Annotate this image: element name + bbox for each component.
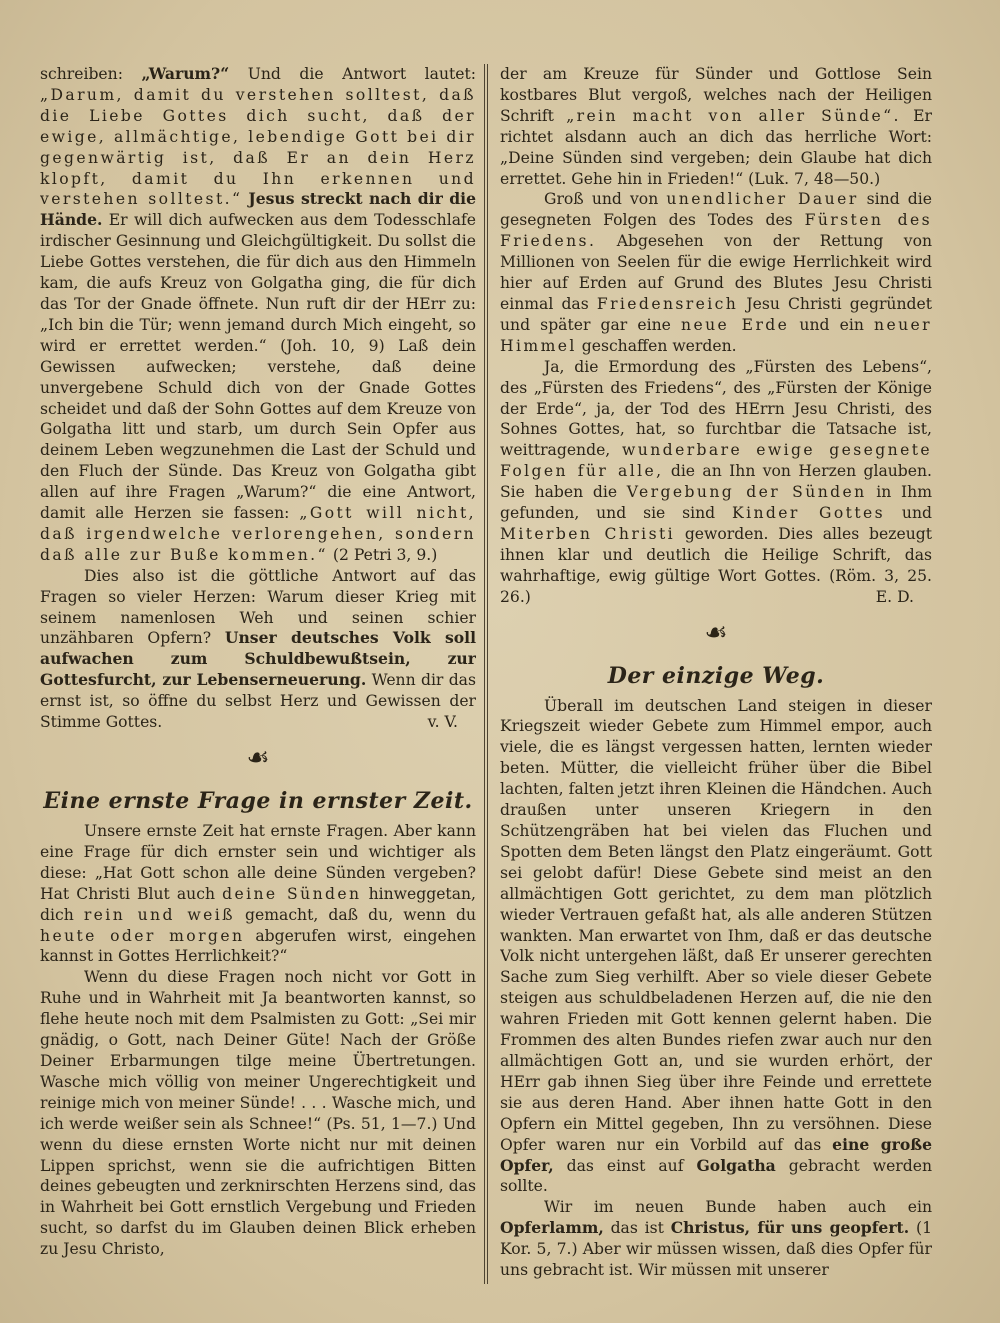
paragraph: Dies also ist die göttliche Antwort auf das Fragen so vieler Herzen: Warum dieser Krieg mit seinem namenlosen Weh und seinen schier unzähbaren Opfern? Unser deutsches Volk soll aufwachen zum Schuldbewußtsein, zur Gottesfurcht, zur Lebenserneuerung. Wenn dir das ernst ist, so öffne du selbst Herz und Gewissen der Stimme Gottes. v. V. [40, 566, 476, 732]
ornament-icon: ☙ [704, 617, 728, 648]
paragraph: Groß und von unendlicher Dauer sind die gesegneten Folgen des Todes des Fürsten des Friedens. Abgesehen von der Rettung von Millionen von Seelen für die ewige Herrlichkeit wird hier auf Erden auf Grund des Blutes Jesu Christi einmal das Friedensreich Jesu Christi gegründet und später gar eine neue Erde und ein neuer Himmel geschaffen werden. [500, 190, 932, 355]
author-signature: v. V. [427, 713, 458, 732]
article-heading: Eine ernste Frage in ernster Zeit. [43, 788, 473, 814]
right-column [500, 64, 932, 1304]
author-signature: E. D. [875, 587, 914, 606]
paragraph: Unsere ernste Zeit hat ernste Fragen. Aber kann eine Frage für dich ernster sein und wichtiger als diese: „Hat Gott schon alle deine Sünden vergeben? Hat Christi Blut auch deine Sünden hinweggetan, dich rein und weiß gemacht, daß du, wenn du heute oder morgen abgerufen wirst, eingehen kannst in Gottes Herrlichkeit?“ [40, 822, 476, 966]
column-divider [484, 64, 488, 1284]
left-column [40, 64, 476, 1304]
paragraph: der am Kreuze für Sünder und Gottlose Sein kostbares Blut vergoß, welches nach der Heiligen Schrift „rein macht von aller Sünde“. Er richtet alsdann auch an dich das herrliche Wort: „Deine Sünden sind vergeben; dein Glaube hat dich errettet. Gehe hin in Frieden!“ (Luk. 7, 48—50.) [500, 65, 932, 188]
paragraph: Überall im deutschen Land steigen in dieser Kriegszeit wieder Gebete zum Himmel empor, auch viele, die es längst vergessen hatten, lernten wieder beten. Mütter, die vielleicht früher über die Bibel lachten, falten jetzt ihren Kleinen die Händchen. Auch draußen unter unseren Kriegern in den Schützengräben hat bei vielen das Fluchen und Spotten dem Beten längst den Platz eingeräumt. Gott sei gelobt dafür! Diese Gebete sind meist an den allmächtigen Gott gerichtet, zu dem man plötzlich wieder Vertrauen gefaßt hat, als alle anderen Stützen wankten. Man erwartet von Ihm, daß er das deutsche Volk nicht untergehen läßt, daß Er unserer gerechten Sache zum Sieg verhilft. Aber so viele dieser Gebete steigen aus schuldbeladenen Herzen auf, die nie den wahren Frieden mit Gott kennen gelernt haben. Die Frommen des alten Bundes riefen zwar auch nur den allmächtigen Gott an, und sie wurden erhört, der HErr gab ihnen Sieg über ihre Feinde und errettete sie aus deren Hand. Aber ihnen hatte Gott in den Opfern ein Mittel gegeben, Ihn zu versöhnen. Diese Opfer waren nur ein Vorbild auf das eine große Opfer, das einst auf Golgatha gebracht werden sollte. [500, 696, 932, 1196]
paragraph: Wir im neuen Bunde haben auch ein Opferlamm, das ist Christus, für uns geopfert. (1 Kor. 5, 7.) Aber wir müssen wissen, daß dies Opfer für uns gebracht ist. Wir müssen mit unserer [500, 1198, 932, 1280]
ornament-icon: ☙ [246, 743, 270, 773]
paragraph: Ja, die Ermordung des „Fürsten des Lebens“, des „Fürsten des Friedens“, des „Fürsten der Könige der Erde“, ja, der Tod des HErrn Jesu Christi, des Sohnes Gottes, hat, so furchtbar die Tatsache ist, weittragende, wunderbare ewige gesegnete Folgen für alle, die an Ihn von Herzen glauben. Sie haben die Vergebung der Sünden in Ihm gefunden, und sie sind Kinder Gottes und Miterben Christi geworden. Dies alles bezeugt ihnen klar und deutlich die Heilige Schrift, das wahrhaftige, ewig gültige Wort Gottes. (Röm. 3, 25. 26.) E. D. [500, 357, 932, 606]
paragraph: Wenn du diese Fragen noch nicht vor Gott in Ruhe und in Wahrheit mit Ja beantworten kannst, so flehe heute noch mit dem Psalmisten zu Gott: „Sei mir gnädig, o Gott, nach Deiner Güte! Nach der Größe Deiner Erbarmungen tilge meine Übertretungen. Wasche mich völlig von meiner Ungerechtigkeit und reinige mich von meiner Sünde! . . . Wasche mich, und ich werde weißer sein als Schnee!“ (Ps. 51, 1—7.) Und wenn du diese ernsten Worte nicht nur mit deinen Lippen sprichst, wenn sie die aufrichtigen Bitten deines gebeugten und zerknirschten Herzens sind, das in Wahrheit bei Gott ernstlich Vergebung und Frieden sucht, so darfst du im Glauben deinen Blick erheben zu Jesu Christo, [40, 968, 476, 1259]
article-heading: Der einzige Weg. [607, 662, 825, 689]
paragraph: schreiben: „Warum?“ Und die Antwort lautet: „Darum, damit du verstehen solltest, daß die Liebe Gottes dich sucht, daß der ewige, allmächtige, lebendige Gott bei dir gegenwärtig ist, daß Er an dein Herz klopft, damit du Ihn erkennen und verstehen solltest.“ Jesus streckt nach dir die Hände. Er will dich aufwecken aus dem Todesschlafe irdischer Gesinnung und Gleichgültigkeit. Du sollst die Liebe Gottes verstehen, die für dich aus den Himmeln kam, die aufs Kreuz von Golgatha ging, die für dich das Tor der Gnade öffnete. Nun ruft dir der HErr zu: „Ich bin die Tür; wenn jemand durch Mich eingeht, so wird er errettet werden.“ (Joh. 10, 9) Laß dein Gewissen aufwecken; verstehe, daß deine unvergebene Schuld dich von der Gnade Gottes scheidet und daß der Sohn Gottes auf dem Kreuze von Golgatha litt und starb, um durch Sein Opfer aus deinem Leben wegzunehmen die Last der Schuld und den Fluch der Sünde. Das Kreuz von Golgatha gibt allen auf ihre Fragen „Warum?“ die eine Antwort, damit alle Herzen sie fassen: „Gott will nicht, daß irgendwelche verlorengehen, sondern daß alle zur Buße kommen.“ (2 Petri 3, 9.) [40, 64, 476, 564]
